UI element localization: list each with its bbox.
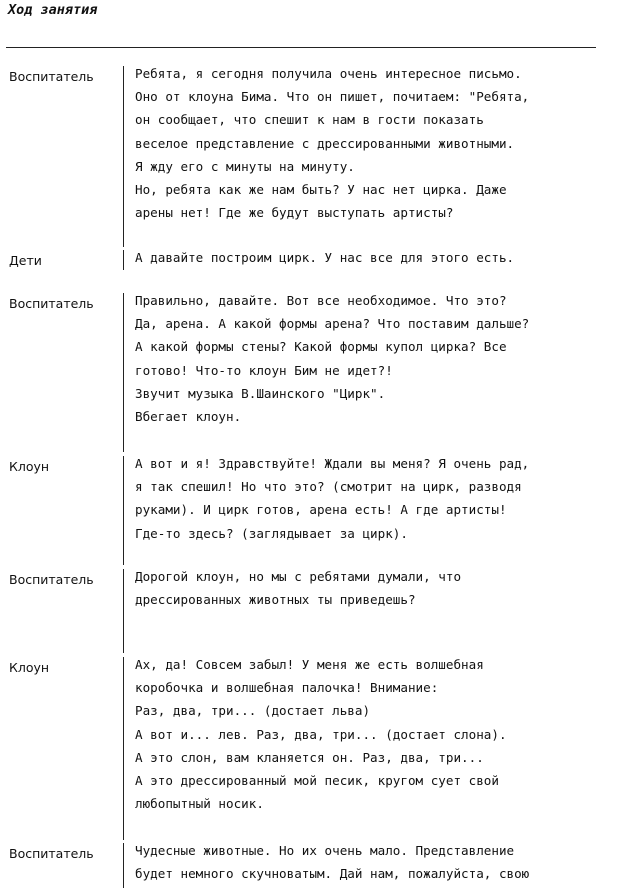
speaker-label: Воспитатель xyxy=(9,69,94,84)
dialogue-line: Раз, два, три... (достает льва) xyxy=(135,703,371,719)
dialogue-line: Я жду его с минуты на минуту. xyxy=(135,158,355,174)
speaker-divider-bar xyxy=(123,843,124,888)
speaker-label: Клоун xyxy=(9,459,50,474)
speaker-label: Воспитатель xyxy=(9,296,94,311)
dialogue-line: А это дрессированный мой песик, кругом сует свой xyxy=(135,773,499,788)
dialogue-line: руками). И цирк готов, арена есть! А где артисты! xyxy=(135,502,507,518)
dialogue-line: Звучит музыка В.Шаинского "Цирк". xyxy=(135,385,386,401)
dialogue-line: А вот и... лев. Раз, два, три... (достает слона). xyxy=(135,726,507,742)
dialogue-line: Правильно, давайте. Вот все необходимое. Что это? xyxy=(135,293,507,308)
dialogue-line: Вбегает клоун. xyxy=(135,409,242,424)
speaker-label: Воспитатель xyxy=(9,572,94,587)
speaker-label: Воспитатель xyxy=(9,846,94,861)
dialogue-line: будет немного скучноватым. Дай нам, пожалуйста, свою xyxy=(135,866,530,882)
dialogue-line: коробочка и волшебная палочка! Внимание: xyxy=(135,680,439,696)
dialogue-line: дрессированных животных ты приведешь? xyxy=(135,592,416,608)
dialogue-line: любопытный носик. xyxy=(135,796,264,812)
speaker-label: Клоун xyxy=(9,660,50,675)
dialogue-line: Дорогой клоун, но мы с ребятами думали, что xyxy=(135,569,462,584)
dialogue-line: Да, арена. А какой формы арена? Что поставим дальше? xyxy=(135,316,530,332)
dialogue-line: готово! Что-то клоун Бим не идет?! xyxy=(135,362,393,378)
speaker-label: Дети xyxy=(9,253,42,268)
dialogue-line: арены нет! Где же будут выступать артисты? xyxy=(135,205,454,221)
speaker-divider-bar xyxy=(123,293,124,452)
dialogue-line: А это слон, вам кланяется он. Раз, два, три... xyxy=(135,749,484,765)
dialogue-line: Ах, да! Совсем забыл! У меня же есть волшебная xyxy=(135,657,484,672)
speaker-divider-bar xyxy=(123,657,124,840)
dialogue-line: А давайте построим цирк. У нас все для этого есть. xyxy=(135,250,515,265)
dialogue-line: Но, ребята как же нам быть? У нас нет цирка. Даже xyxy=(135,182,507,197)
dialogue-line: Где-то здесь? (заглядывает за цирк). xyxy=(135,525,408,541)
dialogue-line: веселое представление с дрессированными животными. xyxy=(135,135,515,151)
dialogue-line: Чудесные животные. Но их очень мало. Представление xyxy=(135,843,515,858)
dialogue-line: Оно от клоуна Бима. Что он пишет, почитаем: "Ребята, xyxy=(135,89,530,105)
dialogue-line: он сообщает, что спешит к нам в гости показать xyxy=(135,112,484,128)
dialogue-line: А какой формы стены? Какой формы купол цирка? Все xyxy=(135,339,507,355)
speaker-divider-bar xyxy=(123,456,124,565)
page-title: Ход занятия xyxy=(8,2,98,18)
speaker-divider-bar xyxy=(123,250,124,270)
speaker-divider-bar xyxy=(123,66,124,247)
dialogue-line: А вот и я! Здравствуйте! Ждали вы меня? Я очень рад, xyxy=(135,456,530,471)
dialogue-line: Ребята, я сегодня получила очень интересное письмо. xyxy=(135,66,522,81)
dialogue-line: я так спешил! Но что это? (смотрит на цирк, разводя xyxy=(135,479,522,495)
speaker-divider-bar xyxy=(123,569,124,653)
